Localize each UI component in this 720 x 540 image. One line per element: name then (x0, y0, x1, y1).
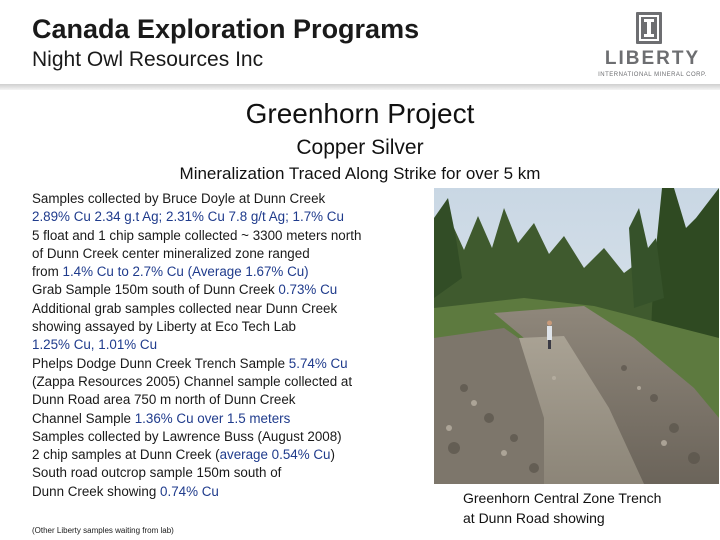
logo-wordmark: LIBERTY (604, 48, 701, 69)
sample-line (32, 410, 432, 428)
sample-text: Dunn Creek showing (32, 483, 161, 499)
caption-line: Greenhorn Central Zone Trench (463, 490, 662, 506)
slide-title: Canada Exploration Programs (32, 14, 420, 44)
sample-line: showing assayed by Liberty at Eco Tech Lab (32, 319, 297, 335)
sample-value: 0.73% Cu (278, 282, 338, 298)
project-commodity: Copper Silver (296, 136, 424, 159)
project-headline: Mineralization Traced Along Strike for over 5 km (179, 164, 541, 183)
footnote: (Other Liberty samples waiting from lab) (32, 526, 174, 535)
photo-caption (463, 488, 661, 528)
liberty-logo-icon (636, 12, 662, 44)
sample-value: 0.74% Cu (160, 483, 219, 499)
sample-text: Phelps Dodge Dunn Creek Trench Sample (32, 355, 289, 371)
sample-line: South road outcrop sample 150m south of (32, 465, 282, 481)
sample-text: Grab Sample 150m south of Dunn Creek (32, 282, 279, 298)
trench-photo (434, 188, 719, 484)
sample-line (32, 281, 432, 299)
sample-line: 5 float and 1 chip sample collected ~ 3300 meters north (32, 227, 362, 243)
sample-text: ) (330, 447, 335, 463)
sample-text: Channel Sample (32, 410, 135, 426)
sample-value: 1.36% Cu over 1.5 meters (134, 410, 291, 426)
project-title: Greenhorn Project (245, 98, 475, 129)
sample-line: Samples collected by Lawrence Buss (August 2008) (32, 428, 342, 444)
logo-tagline: INTERNATIONAL MINERAL CORP. (598, 72, 707, 78)
slide-subtitle: Night Owl Resources Inc (32, 48, 264, 71)
sample-list (32, 190, 432, 501)
sample-line: (Zappa Resources 2005) Channel sample collected at (32, 373, 353, 389)
sample-value: 1.4% Cu to 2.7% Cu (Average 1.67% Cu) (62, 264, 309, 280)
sample-line: 2.89% Cu 2.34 g.t Ag; 2.31% Cu 7.8 g/t Ag; 1.7% Cu (32, 209, 344, 225)
sample-line: of Dunn Creek center mineralized zone ranged (32, 245, 310, 261)
liberty-logo (590, 8, 715, 78)
slide-header (0, 0, 720, 84)
sample-line: Samples collected by Bruce Doyle at Dunn Creek (32, 191, 326, 206)
sample-value: average 0.54% Cu (219, 447, 331, 463)
sample-line: 1.25% Cu, 1.01% Cu (32, 337, 158, 353)
sample-text: 2 chip samples at Dunn Creek ( (32, 447, 220, 463)
sample-line (32, 446, 432, 464)
sample-line (32, 263, 432, 281)
sample-line: Dunn Road area 750 m north of Dunn Creek (32, 392, 296, 408)
sample-text: from (32, 264, 63, 280)
sample-line (32, 483, 432, 501)
header-divider (0, 84, 720, 90)
sample-line: Additional grab samples collected near Dunn Creek (32, 300, 338, 316)
caption-line: at Dunn Road showing (463, 510, 605, 526)
sample-value: 5.74% Cu (288, 355, 348, 371)
sample-line (32, 355, 432, 373)
